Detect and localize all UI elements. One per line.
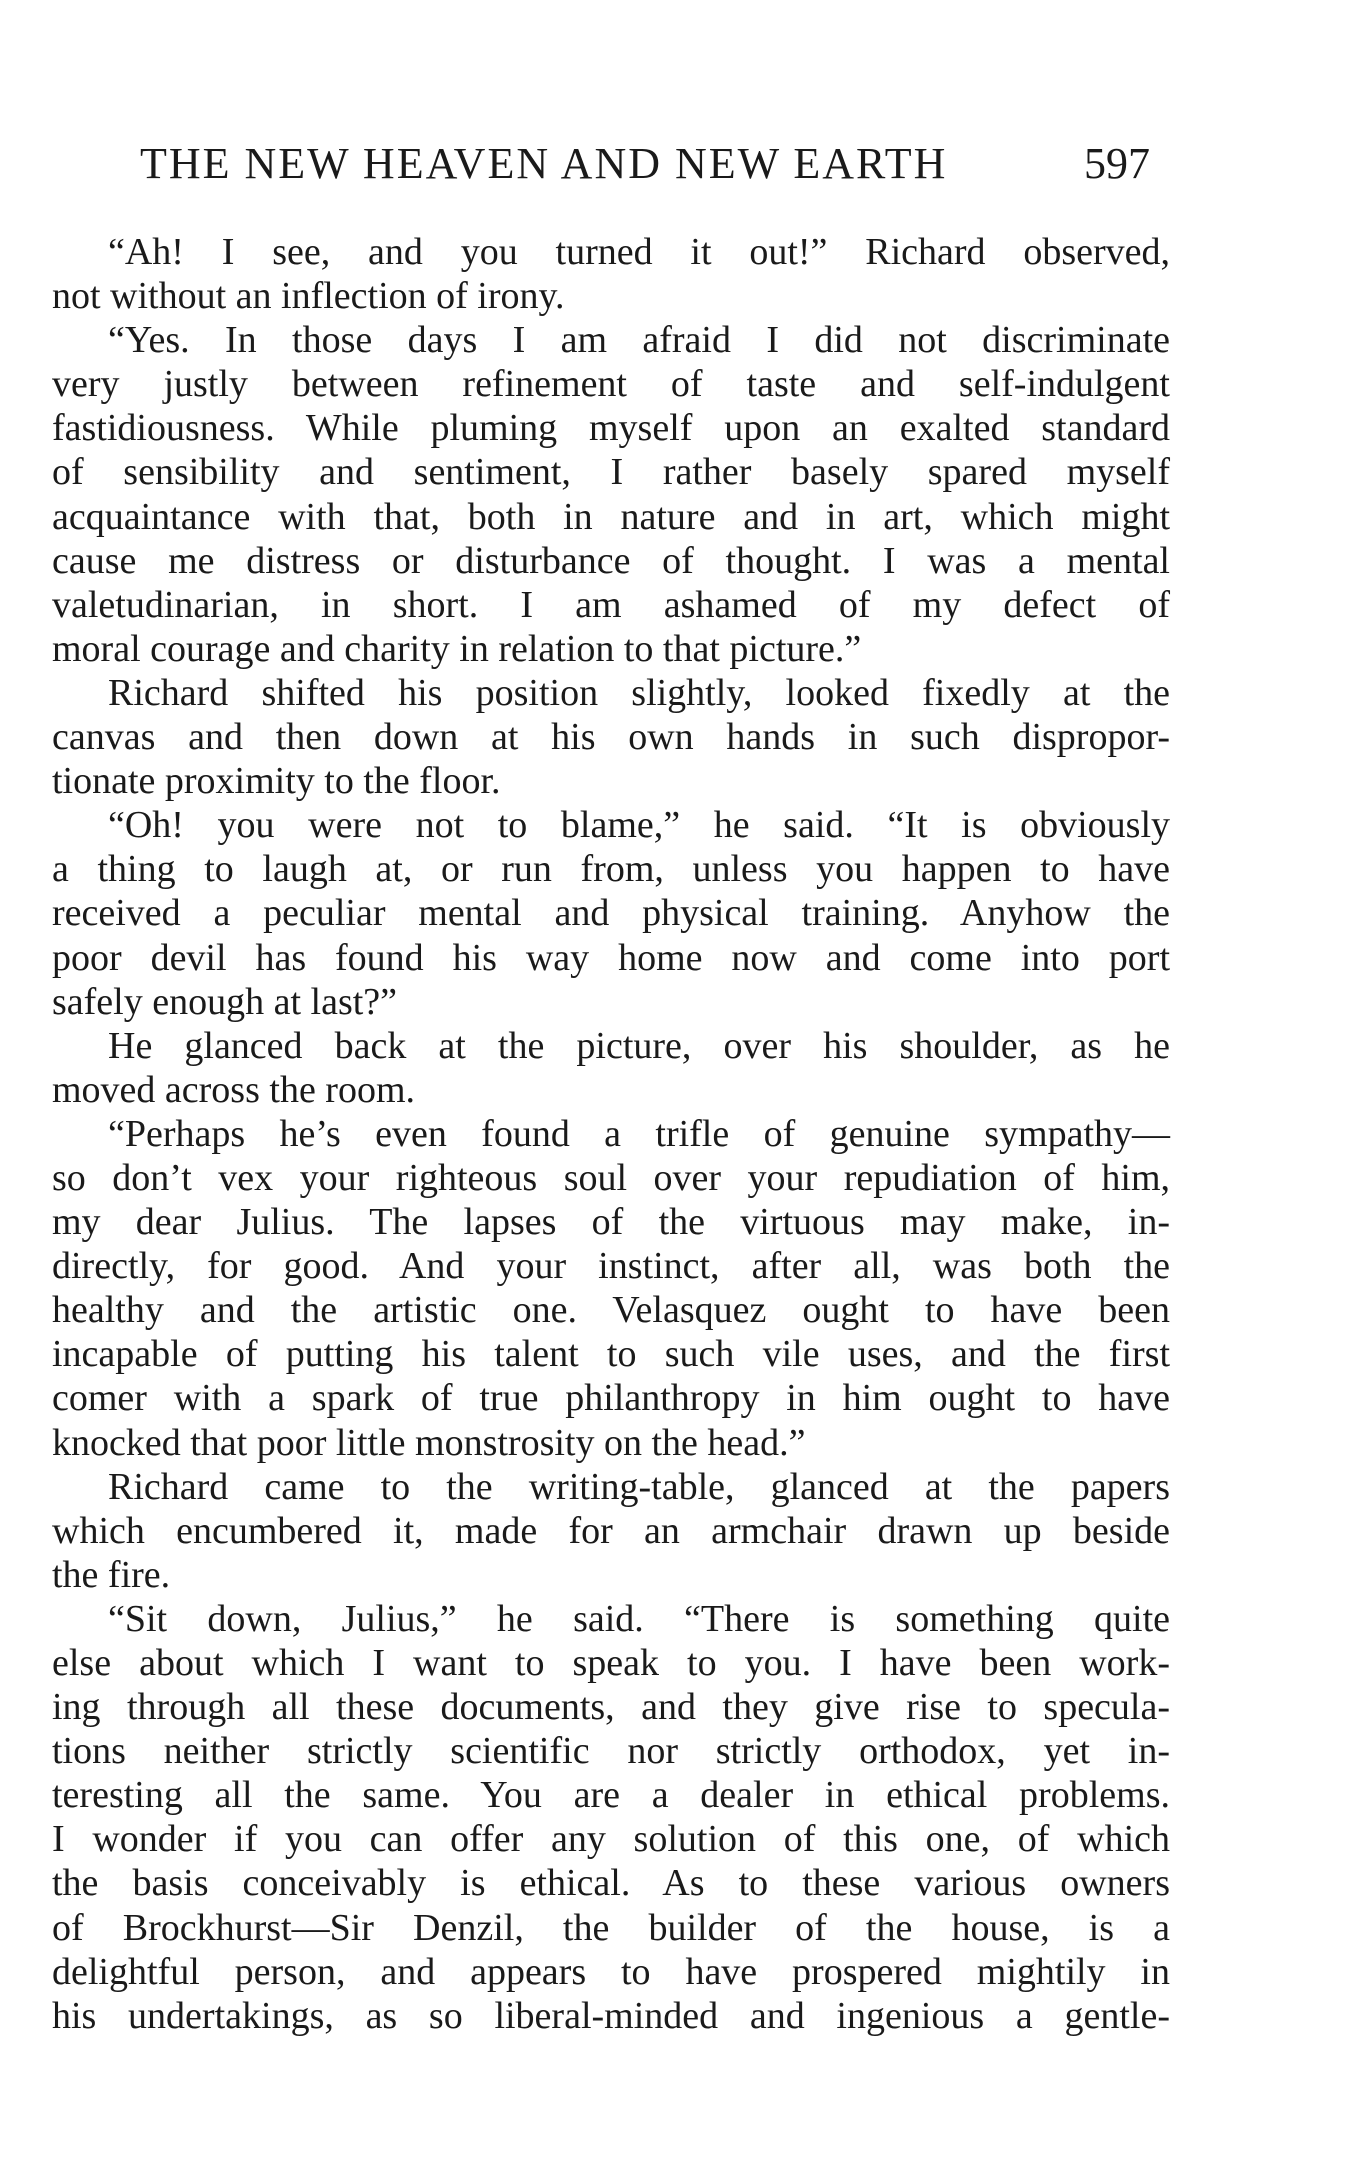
text-line: knocked that poor little monstrosity on the head.” bbox=[52, 1421, 806, 1464]
page-number: 597 bbox=[1084, 139, 1150, 188]
text-line: safely enough at last?” bbox=[52, 980, 398, 1023]
text-line: so don’t vex your righteous soul over your repudiation of him, bbox=[52, 1156, 1170, 1199]
text-line: Richard shifted his position slightly, looked fixedly at the bbox=[108, 671, 1170, 714]
text-line: moral courage and charity in relation to that picture.” bbox=[52, 627, 862, 670]
text-line: a thing to laugh at, or run from, unless you happen to have bbox=[52, 848, 1170, 891]
text-line: his undertakings, as so liberal-minded and ingenious a gentle- bbox=[52, 1994, 1170, 2037]
text-line: else about which I want to speak to you. I have been work- bbox=[52, 1642, 1170, 1684]
text-line: “Oh! you were not to blame,” he said. “It is obviously bbox=[108, 804, 1170, 847]
text-line: moved across the room. bbox=[52, 1068, 416, 1111]
text-line: teresting all the same. You are a dealer in ethical problems. bbox=[52, 1774, 1170, 1817]
running-head bbox=[140, 138, 1150, 198]
text-line: Richard came to the writing-table, glanced at the papers bbox=[108, 1465, 1170, 1508]
text-line: ing through all these documents, and they give rise to specula- bbox=[52, 1686, 1170, 1729]
text-line: the fire. bbox=[52, 1553, 171, 1596]
text-line: fastidiousness. While pluming myself upon an exalted standard bbox=[52, 407, 1170, 450]
text-line: cause me distress or disturbance of thought. I was a mental bbox=[52, 539, 1170, 582]
text-line: delightful person, and appears to have prospered mightily in bbox=[52, 1950, 1170, 1993]
text-line: received a peculiar mental and physical training. Anyhow the bbox=[52, 892, 1170, 935]
text-line: my dear Julius. The lapses of the virtuous may make, in- bbox=[52, 1201, 1170, 1244]
text-line: poor devil has found his way home now and come into port bbox=[52, 936, 1170, 979]
text-line: “Ah! I see, and you turned it out!” Richard observed, bbox=[108, 231, 1170, 273]
text-line: directly, for good. And your instinct, after all, was both the bbox=[52, 1245, 1170, 1288]
text-line: which encumbered it, made for an armchair drawn up beside bbox=[52, 1509, 1170, 1552]
text-line: not without an inflection of irony. bbox=[52, 275, 565, 318]
text-line: He glanced back at the picture, over his shoulder, as he bbox=[108, 1024, 1170, 1067]
text-line: very justly between refinement of taste and self-indulgent bbox=[52, 363, 1170, 406]
text-line: “Yes. In those days I am afraid I did not discriminate bbox=[108, 319, 1170, 362]
text-line: incapable of putting his talent to such vile uses, and the first bbox=[52, 1333, 1170, 1376]
running-title: THE NEW HEAVEN AND NEW EARTH bbox=[140, 139, 948, 188]
text-line: of Brockhurst—Sir Denzil, the builder of the house, is a bbox=[52, 1906, 1170, 1949]
text-line: healthy and the artistic one. Velasquez ought to have been bbox=[52, 1289, 1170, 1332]
text-line: valetudinarian, in short. I am ashamed of my defect of bbox=[52, 583, 1170, 626]
text-line: tionate proximity to the floor. bbox=[52, 760, 501, 803]
text-line: I wonder if you can offer any solution of this one, of which bbox=[52, 1818, 1170, 1861]
body-text bbox=[52, 230, 1170, 2038]
text-line: “Perhaps he’s even found a trifle of genuine sympathy— bbox=[108, 1112, 1170, 1155]
text-line: acquaintance with that, both in nature and in art, which might bbox=[52, 495, 1170, 538]
text-line: comer with a spark of true philanthropy in him ought to have bbox=[52, 1377, 1170, 1420]
text-line: canvas and then down at his own hands in such dispropor- bbox=[52, 716, 1170, 759]
text-line: tions neither strictly scientific nor strictly orthodox, yet in- bbox=[52, 1730, 1170, 1773]
text-line: “Sit down, Julius,” he said. “There is something quite bbox=[108, 1597, 1170, 1640]
text-line: the basis conceivably is ethical. As to these various owners bbox=[52, 1862, 1170, 1905]
text-line: of sensibility and sentiment, I rather basely spared myself bbox=[52, 451, 1170, 494]
